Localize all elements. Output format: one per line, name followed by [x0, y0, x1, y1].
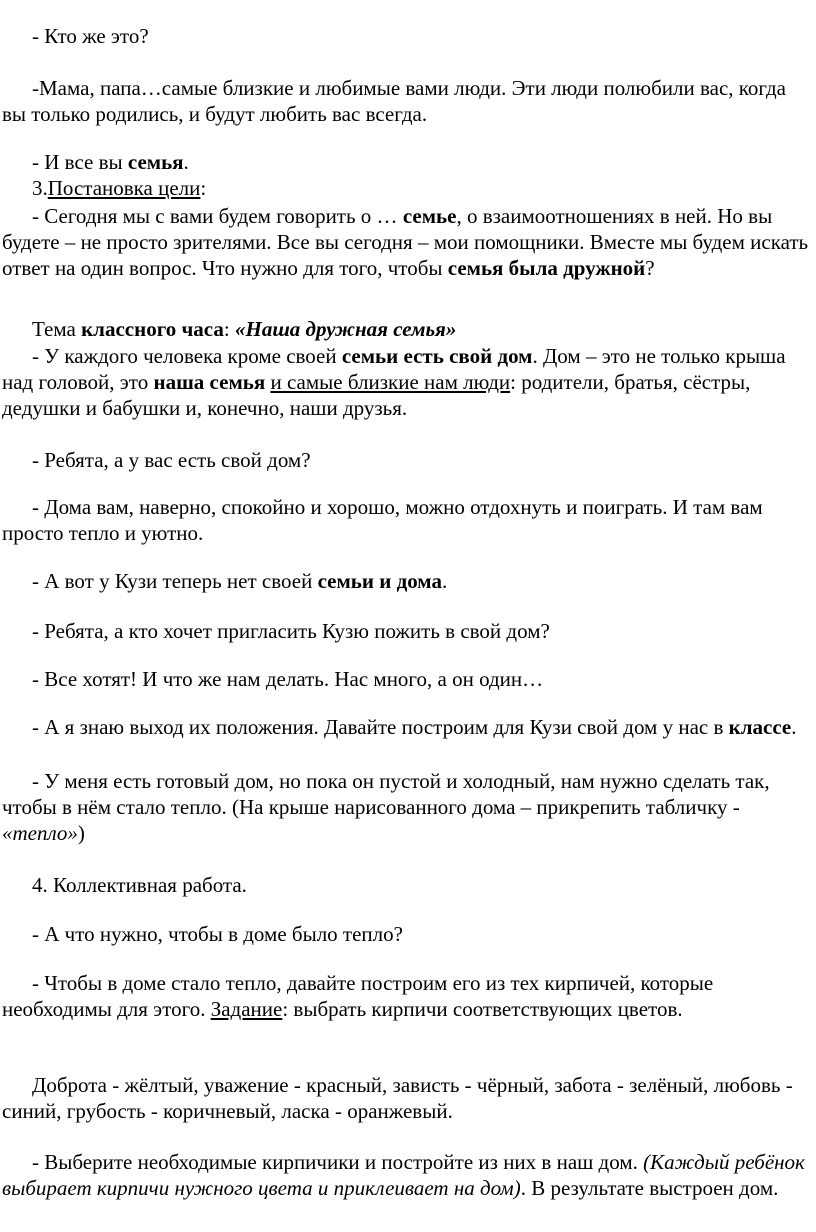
section-heading-goal: 3.Постановка цели: [32, 176, 207, 200]
paragraph-5: - Сегодня мы с вами будем говорить о … семье, о взаимоотношениях в ней. Но вы будете – не просто зрителями. Все вы сегодня – мои помощники. Вместе мы будем искать ответ на один вопрос. Что нужно для того, чтобы семья была дружной? [2, 204, 809, 280]
paragraph-8: - Ребята, а у вас есть свой дом? [32, 448, 311, 472]
paragraph-13: - А я знаю выход их положения. Давайте построим для Кузи свой дом у нас в классе. [32, 715, 797, 739]
paragraph-10: - А вот у Кузи теперь нет своей семьи и дома. [32, 569, 448, 593]
paragraph-14: - У меня есть готовый дом, но пока он пустой и холодный, нам нужно сделать так, чтобы в нём стало тепло. (На крыше нарисованного дома – прикрепить табличку - «тепло») [2, 769, 770, 845]
paragraph-2: -Мама, папа…самые близкие и любимые вами люди. Эти люди полюбили вас, когда вы только родились, и будут любить вас всегда. [2, 76, 786, 126]
paragraph-colors: Доброта - жёлтый, уважение - красный, зависть - чёрный, забота - зелёный, любовь - синий, грубость - коричневый, ласка - оранжевый. [2, 1073, 793, 1123]
paragraph-9: - Дома вам, наверно, спокойно и хорошо, можно отдохнуть и поиграть. И там вам просто тепло и уютно. [2, 495, 763, 545]
paragraph-3: - И все вы семья. [32, 150, 189, 174]
section-heading-collective-work: 4. Коллективная работа. [32, 873, 247, 897]
paragraph-16: - А что нужно, чтобы в доме было тепло? [32, 922, 403, 946]
paragraph-12: - Все хотят! И что же нам делать. Нас много, а он один… [32, 667, 544, 691]
paragraph-7: - У каждого человека кроме своей семьи есть свой дом. Дом – это не только крыша над головой, это наша семья и самые близкие нам люди: родители, братья, сёстры, дедушки и бабушки и, конечно, наши друзья. [2, 344, 786, 420]
paragraph-1: - Кто же это? [32, 24, 149, 48]
paragraph-11: - Ребята, а кто хочет пригласить Кузю пожить в свой дом? [32, 619, 550, 643]
paragraph-17: - Чтобы в доме стало тепло, давайте построим его из тех кирпичей, которые необходимы для этого. Задание: выбрать кирпичи соответствующих цветов. [2, 971, 714, 1021]
topic-line: Тема классного часа: «Наша дружная семья» [32, 317, 457, 341]
paragraph-19: - Выберите необходимые кирпичики и постройте из них в наш дом. (Каждый ребёнок выбирает кирпичи нужного цвета и приклеивает на дом). В результате выстроен дом. [2, 1150, 805, 1200]
